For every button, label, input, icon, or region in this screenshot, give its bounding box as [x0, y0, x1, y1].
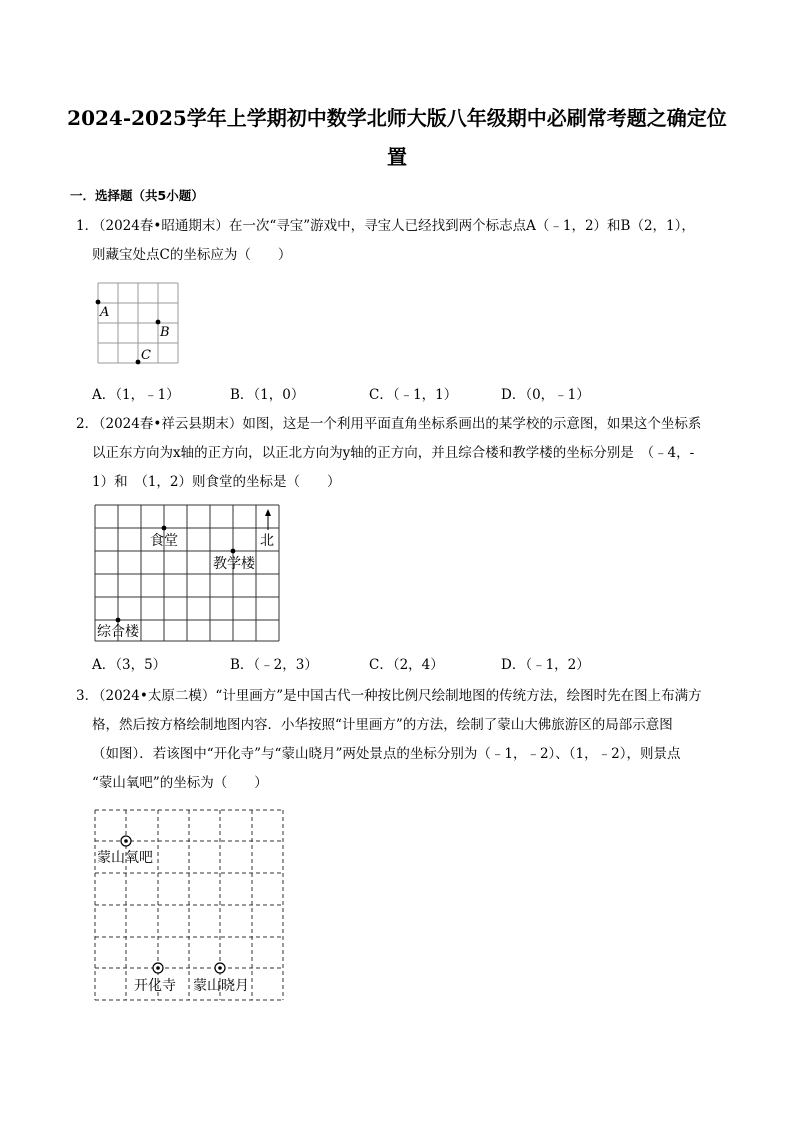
- point-a-label: A: [100, 305, 110, 320]
- question-3-figure: [90, 805, 290, 1005]
- teaching-building-dot: [231, 549, 236, 554]
- question-1-option-a[interactable]: A．（1，﹣1）: [92, 387, 180, 403]
- question-1-line2: 则藏宝处点C的坐标应为（ ）: [92, 247, 292, 263]
- question-3-line4: “蒙山氧吧”的坐标为（ ）: [92, 775, 268, 791]
- oxygen-bar-marker-icon: [121, 836, 131, 846]
- q1-grid: [98, 283, 178, 363]
- north-label: 北: [260, 533, 274, 549]
- question-2-option-d[interactable]: D．（﹣1，2）: [501, 657, 590, 673]
- point-b-label: B: [160, 325, 170, 340]
- temple-label: 开化寺: [134, 978, 176, 994]
- question-2-line2: 以正东方向为x轴的正方向，以正北方向为y轴的正方向，并且综合楼和教学楼的坐标分别是 （﹣4，-: [92, 445, 695, 461]
- north-arrow-icon: [265, 509, 271, 530]
- question-2-option-a[interactable]: A．（3，5）: [92, 657, 167, 673]
- complex-building-dot: [116, 618, 121, 623]
- canteen-dot: [162, 526, 167, 531]
- moon-label: 蒙山晓月: [193, 978, 249, 994]
- question-1-option-c[interactable]: C．（﹣1，1）: [369, 387, 458, 403]
- moon-marker-icon: [215, 963, 225, 973]
- section-heading: 一．选择题（共5小题）: [70, 188, 204, 203]
- question-3-line3: （如图）．若该图中“开化寺”与“蒙山晓月”两处景点的坐标分别为（﹣1，﹣2）、（1，﹣2），则景点: [92, 746, 681, 762]
- question-1-line1: （2024春•昭通期末）在一次“寻宝”游戏中，寻宝人已经找到两个标志点A（﹣1，2）和B（2，1），: [92, 218, 695, 234]
- question-1-option-d[interactable]: D．（0，﹣1）: [501, 387, 590, 403]
- temple-marker-icon: [153, 963, 163, 973]
- document-title-line1: 2024-2025学年上学期初中数学北师大版八年级期中必刷常考题之确定位: [67, 106, 727, 130]
- complex-building-label: 综合楼: [97, 624, 139, 640]
- teaching-building-label: 教学楼: [213, 556, 255, 572]
- question-2-number: 2．: [76, 416, 99, 432]
- question-1-option-b[interactable]: B．（1，0）: [230, 387, 305, 403]
- question-3-line2: 格，然后按方格绘制地图内容．小华按照“计里画方”的方法，绘制了蒙山大佛旅游区的局部示意图: [92, 717, 673, 733]
- point-c-label: C: [141, 348, 151, 363]
- question-3-line1: （2024•太原二模）“计里画方”是中国古代一种按比例尺绘制地图的传统方法，绘图时先在图上布满方: [92, 688, 702, 704]
- document-title-line2: 置: [387, 145, 407, 169]
- question-1-figure: [90, 278, 190, 370]
- canteen-label: 食堂: [150, 533, 178, 549]
- oxygen-bar-label: 蒙山氧吧: [97, 850, 153, 866]
- point-c-dot: [136, 360, 141, 365]
- question-1-number: 1．: [76, 218, 99, 234]
- point-a-dot: [96, 300, 101, 305]
- question-2-line3: 1）和 （1，2）则食堂的坐标是（ ）: [92, 474, 341, 490]
- point-b-dot: [156, 320, 161, 325]
- question-2-figure: [90, 500, 286, 646]
- question-2-line1: （2024春•祥云县期末）如图，这是一个利用平面直角坐标系画出的某学校的示意图，如果这个坐标系: [92, 416, 702, 432]
- question-2-option-b[interactable]: B．（﹣2，3）: [230, 657, 318, 673]
- q2-grid: [95, 505, 279, 641]
- question-2-option-c[interactable]: C．（2，4）: [369, 657, 444, 673]
- question-3-number: 3．: [76, 688, 99, 704]
